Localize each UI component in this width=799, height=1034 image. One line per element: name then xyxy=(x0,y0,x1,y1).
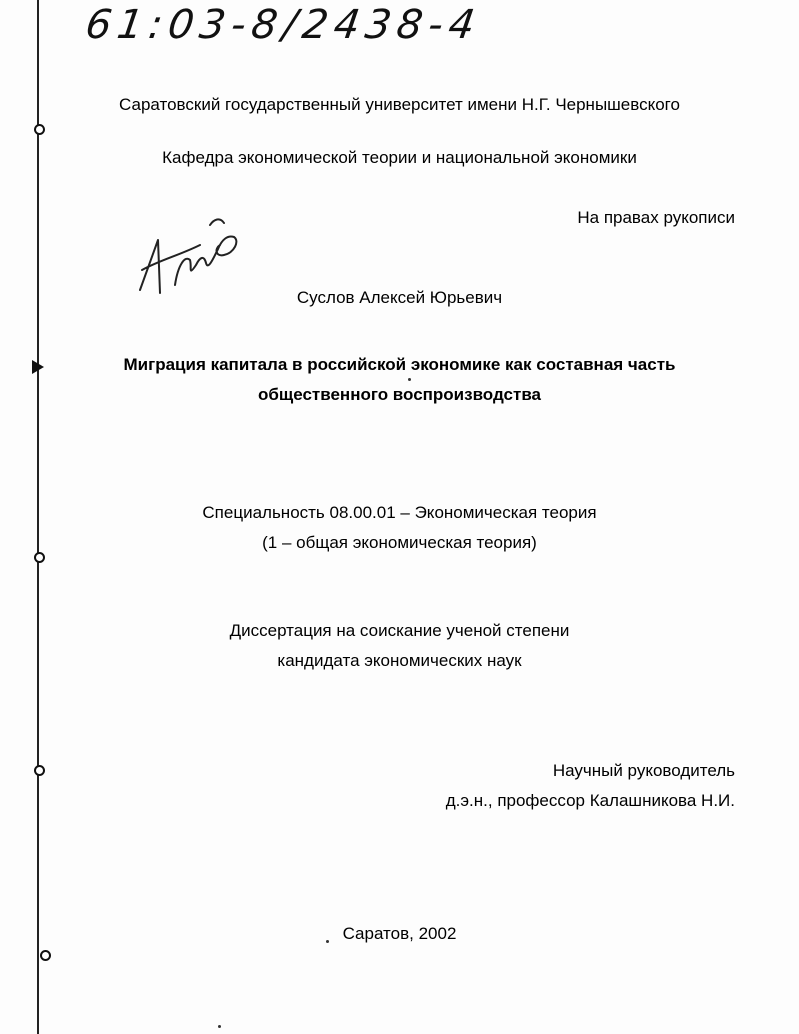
degree-line-2: кандидата экономических наук xyxy=(277,651,522,670)
scan-speck xyxy=(218,1025,221,1028)
university-name: Саратовский государственный университет имени Н.Г. Чернышевского xyxy=(119,95,680,114)
handwritten-signature-icon xyxy=(130,205,245,300)
dissertation-title-line-2: общественного воспроизводства xyxy=(258,385,541,404)
scan-punch-hole-icon xyxy=(34,552,45,563)
manuscript-note: На правах рукописи xyxy=(577,208,735,227)
supervisor-name: д.э.н., профессор Калашникова Н.И. xyxy=(445,791,735,810)
scan-punch-hole-icon xyxy=(40,950,51,961)
supervisor-label: Научный руководитель xyxy=(552,761,735,780)
specialty-line-2: (1 – общая экономическая теория) xyxy=(262,533,537,552)
specialty-line-1: Специальность 08.00.01 – Экономическая теория xyxy=(202,503,597,522)
archive-number: 61:03-8/2438-4 xyxy=(82,2,484,48)
scan-speck xyxy=(408,378,411,381)
city-year: Саратов, 2002 xyxy=(342,924,457,943)
degree-line-1: Диссертация на соискание ученой степени xyxy=(229,621,570,640)
author-name: Суслов Алексей Юрьевич xyxy=(296,288,503,307)
scan-punch-hole-icon xyxy=(34,124,45,135)
dissertation-title-line-1: Миграция капитала в российской экономике как составная часть xyxy=(123,355,676,374)
department-name: Кафедра экономической теории и национальной экономики xyxy=(162,148,637,167)
scan-punch-hole-icon xyxy=(34,765,45,776)
